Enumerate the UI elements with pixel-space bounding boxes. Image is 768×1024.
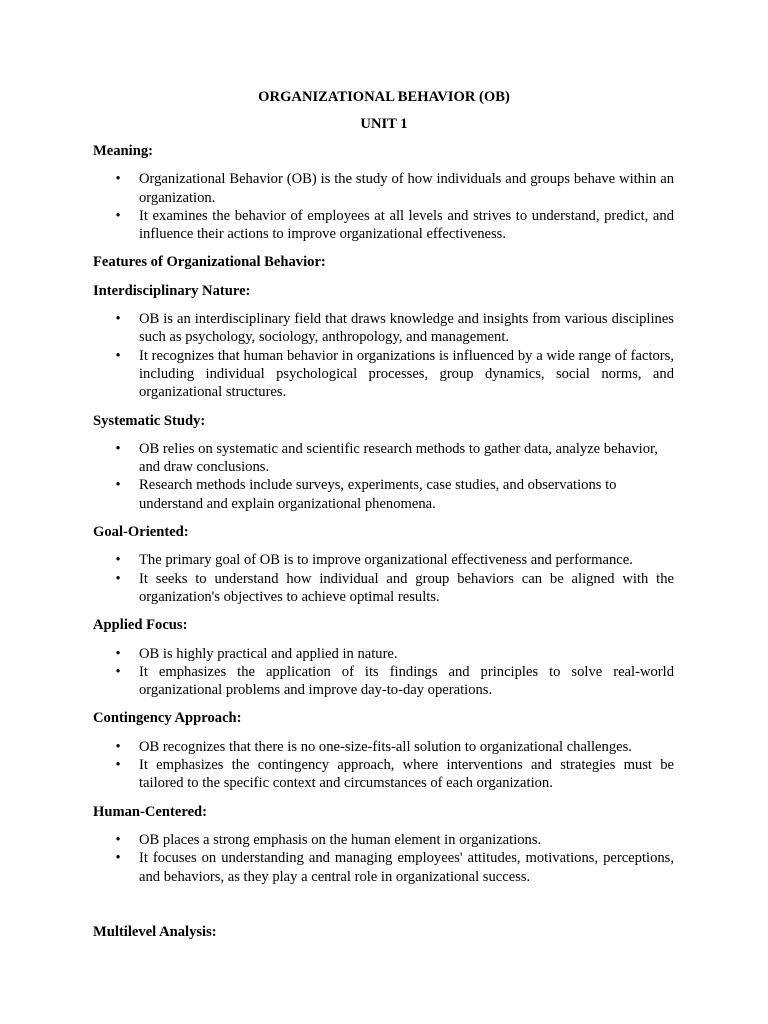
bullet-icon: •: [115, 738, 121, 755]
list-item-text: The primary goal of OB is to improve organizational effectiveness and performance.: [139, 552, 633, 569]
bullet-icon: •: [115, 645, 121, 662]
section-heading-interdisciplinary: Interdisciplinary Nature:: [93, 282, 251, 299]
bullet-icon: •: [115, 440, 121, 457]
list-item: [115, 570, 674, 607]
list-item: [115, 207, 674, 244]
list-item-text: It emphasizes the contingency approach, where interventions and strategies must be tailored to the specific context and circumstances of each organization.: [139, 757, 674, 792]
document-subtitle: UNIT 1: [360, 116, 408, 132]
list-item: [115, 440, 674, 477]
bullet-icon: •: [115, 663, 121, 680]
list-item: [115, 831, 674, 849]
list-item-text: Research methods include surveys, experiments, case studies, and observations to understand and explain organizational phenomena.: [139, 477, 617, 512]
document-title: ORGANIZATIONAL BEHAVIOR (OB): [258, 89, 510, 105]
list-item: [115, 849, 674, 886]
bullet-list-contingency: [93, 738, 674, 793]
bullet-icon: •: [115, 850, 121, 867]
list-item-text: OB relies on systematic and scientific research methods to gather data, analyze behavior, and draw conclusions.: [139, 440, 658, 476]
blank-line: [93, 896, 674, 923]
bullet-list-human-centered: [93, 831, 674, 886]
list-item-text: It focuses on understanding and managing employees' attitudes, motivations, perceptions, and behaviors, as they play a central role in organizational success.: [139, 850, 674, 885]
list-item: [115, 310, 674, 347]
list-item-text: OB is an interdisciplinary field that draws knowledge and insights from various disciplines such as psychology, sociology, anthropology, and management.: [139, 311, 674, 346]
list-item-text: OB is highly practical and applied in nature.: [139, 645, 398, 662]
bullet-icon: •: [115, 171, 121, 188]
bullet-icon: •: [115, 757, 121, 774]
list-item-text: OB places a strong emphasis on the human element in organizations.: [139, 831, 542, 848]
list-item-text: It seeks to understand how individual and group behaviors can be aligned with the organization's objectives to achieve optimal results.: [139, 570, 674, 605]
list-item-text: OB recognizes that there is no one-size-fits-all solution to organizational challenges.: [139, 738, 632, 755]
bullet-list-applied-focus: [93, 645, 674, 700]
bullet-icon: •: [115, 347, 121, 364]
list-item: [115, 756, 674, 793]
bullet-icon: •: [115, 552, 121, 569]
bullet-list-meaning: [93, 170, 674, 243]
section-heading-goal-oriented: Goal-Oriented:: [93, 524, 189, 541]
bullet-icon: •: [115, 477, 121, 494]
bullet-icon: •: [115, 207, 121, 224]
bullet-list-goal-oriented: [93, 551, 674, 606]
list-item-text: Organizational Behavior (OB) is the study of how individuals and groups behave within an organization.: [139, 171, 674, 206]
list-item: [115, 551, 674, 569]
section-heading-human-centered: Human-Centered:: [93, 803, 208, 820]
section-heading-meaning: Meaning:: [93, 143, 153, 159]
list-item: [115, 476, 674, 513]
list-item-text: It recognizes that human behavior in organizations is influenced by a wide range of factors, including individual psychological processes, group dynamics, social norms, and organizational structures.: [139, 347, 674, 401]
list-item: [115, 170, 674, 207]
list-item: [115, 347, 674, 402]
document-body: [93, 142, 674, 951]
bullet-list-systematic: [93, 440, 674, 513]
section-heading-systematic: Systematic Study:: [93, 412, 206, 429]
list-item-text: It emphasizes the application of its findings and principles to solve real-world organizational problems and improve day-to-day operations.: [139, 663, 674, 699]
list-item-text: It examines the behavior of employees at all levels and strives to understand, predict, and influence their actions to improve organizational effectiveness.: [139, 207, 674, 243]
section-heading-contingency: Contingency Approach:: [93, 710, 242, 727]
bullet-icon: •: [115, 570, 121, 587]
section-heading-features: Features of Organizational Behavior:: [93, 254, 326, 271]
list-item: [115, 645, 674, 663]
list-item: [115, 738, 674, 756]
section-heading-multilevel: Multilevel Analysis:: [93, 923, 217, 940]
bullet-icon: •: [115, 831, 121, 848]
list-item: [115, 663, 674, 700]
section-heading-applied-focus: Applied Focus:: [93, 617, 188, 634]
bullet-list-interdisciplinary: [93, 310, 674, 401]
bullet-icon: •: [115, 311, 121, 328]
